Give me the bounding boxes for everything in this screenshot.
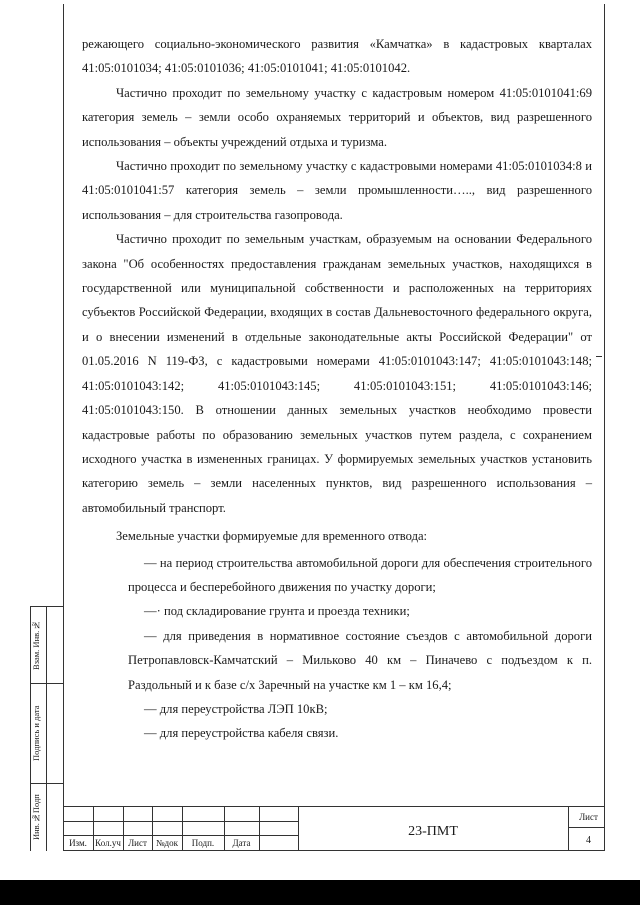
list-item (82, 721, 592, 745)
list-item-text: для переустройства ЛЭП 10кВ; (159, 701, 328, 716)
paragraph-5: Земельные участки формируемые для временного отвода: (116, 529, 428, 544)
header-data: Дата (232, 838, 251, 848)
tb-divider (259, 807, 260, 851)
header-ndok: №док (155, 838, 179, 848)
paragraph-2: Частично проходит по земельному участку с кадастровым номером 41:05:0101041:69 категория земель – земли особо охраняемых территорий и объектов, вид разрешенного использования – объекты учреждений отдыха и туризма. (82, 85, 592, 149)
paragraph-1: режающего социально-экономического развития «Камчатка» в кадастровых кварталах 41:05:0101034; 41:05:0101036; 41:05:0101041; 41:05:0101042. (82, 37, 592, 76)
allocation-list (82, 551, 592, 746)
header-list: Лист (128, 838, 147, 848)
header-podp: Подп. (191, 838, 215, 848)
side-stamp-strip (30, 606, 64, 851)
list-item-text: на период строительства автомобильной дороги для обеспечения строительного процесса и бесперебойного движения по участку дороги; (128, 555, 592, 594)
list-item-text: для переустройства кабеля связи. (159, 726, 339, 741)
list-item (82, 624, 592, 697)
tb-row-line (63, 835, 298, 836)
list-dash: — (144, 555, 157, 570)
sheet-number: 4 (586, 835, 591, 846)
vzam-label: Взам. Инв.№ (31, 620, 41, 670)
tb-row-line (568, 827, 604, 828)
frame-right-border (604, 4, 605, 850)
tb-row-line (63, 821, 298, 822)
list-item (82, 551, 592, 600)
list-dash: — (144, 628, 157, 643)
paragraph-4: Частично проходит по земельным участкам, образуемым на основании Федерального закона "Об особенностях предоставления гражданам земельных участков, находящихся в государственной или муниципальной собственности и расположенных на территориях субъектов Российской Федерации, входящих в состав Дальневосточного федерального округа, и о внесении изменений в отдельные законодательные акты Российской Федерации" от 01.05.2016 N 119-ФЗ, с кадастровыми номерами 41:05:0101043:147; 41:05:0101043:148; 41:05:0101043:142; 41:05:0101043:145; 41:05:0101043:151; 41:05:0101043:146; 41:05:0101043:150. В отношении данных земельных участков необходимо провести кадастровые работы по образованию земельных участков путем раздела, с сохранением исходного участка в измененных границах. У формируемых земельных участков установить категорию земель – земли населенных пунктов, вид разрешенного использования – автомобильный транспорт. (82, 232, 592, 515)
inventory-label: Инв.№Подп (31, 794, 41, 840)
title-block (63, 806, 604, 851)
list-item (82, 599, 592, 623)
scan-bottom-edge (0, 880, 640, 905)
header-izm: Изм. (69, 838, 87, 848)
header-kol-uch: Кол.уч (95, 838, 121, 848)
list-dash: — (144, 726, 157, 741)
list-dash: —· (144, 604, 161, 619)
list-item-text: под складирование грунта и проезда техники; (163, 604, 410, 619)
tb-divider (568, 807, 569, 851)
signature-date-label: Подпись и дата (31, 705, 41, 761)
document-body (82, 32, 592, 746)
list-item (82, 697, 592, 721)
sheet-label: Лист (579, 812, 598, 822)
margin-mark (596, 356, 602, 357)
list-dash: — (144, 701, 157, 716)
list-item-text: для приведения в нормативное состояние съездов с автомобильной дороги Петропавловск-Камчатский – Мильково 40 км – Пиначево с подъездом к п. Раздольный и к базе с/х Заречный на участке км 1 – км 16,4; (128, 628, 592, 692)
document-code: 23-ПМТ (408, 824, 458, 839)
paragraph-3: Частично проходит по земельному участку с кадастровыми номерами 41:05:0101034:8 и 41:05:0101041:57 категория земель – земли промышленности….., вид разрешенного использования – для строительства газопровода. (82, 159, 592, 222)
